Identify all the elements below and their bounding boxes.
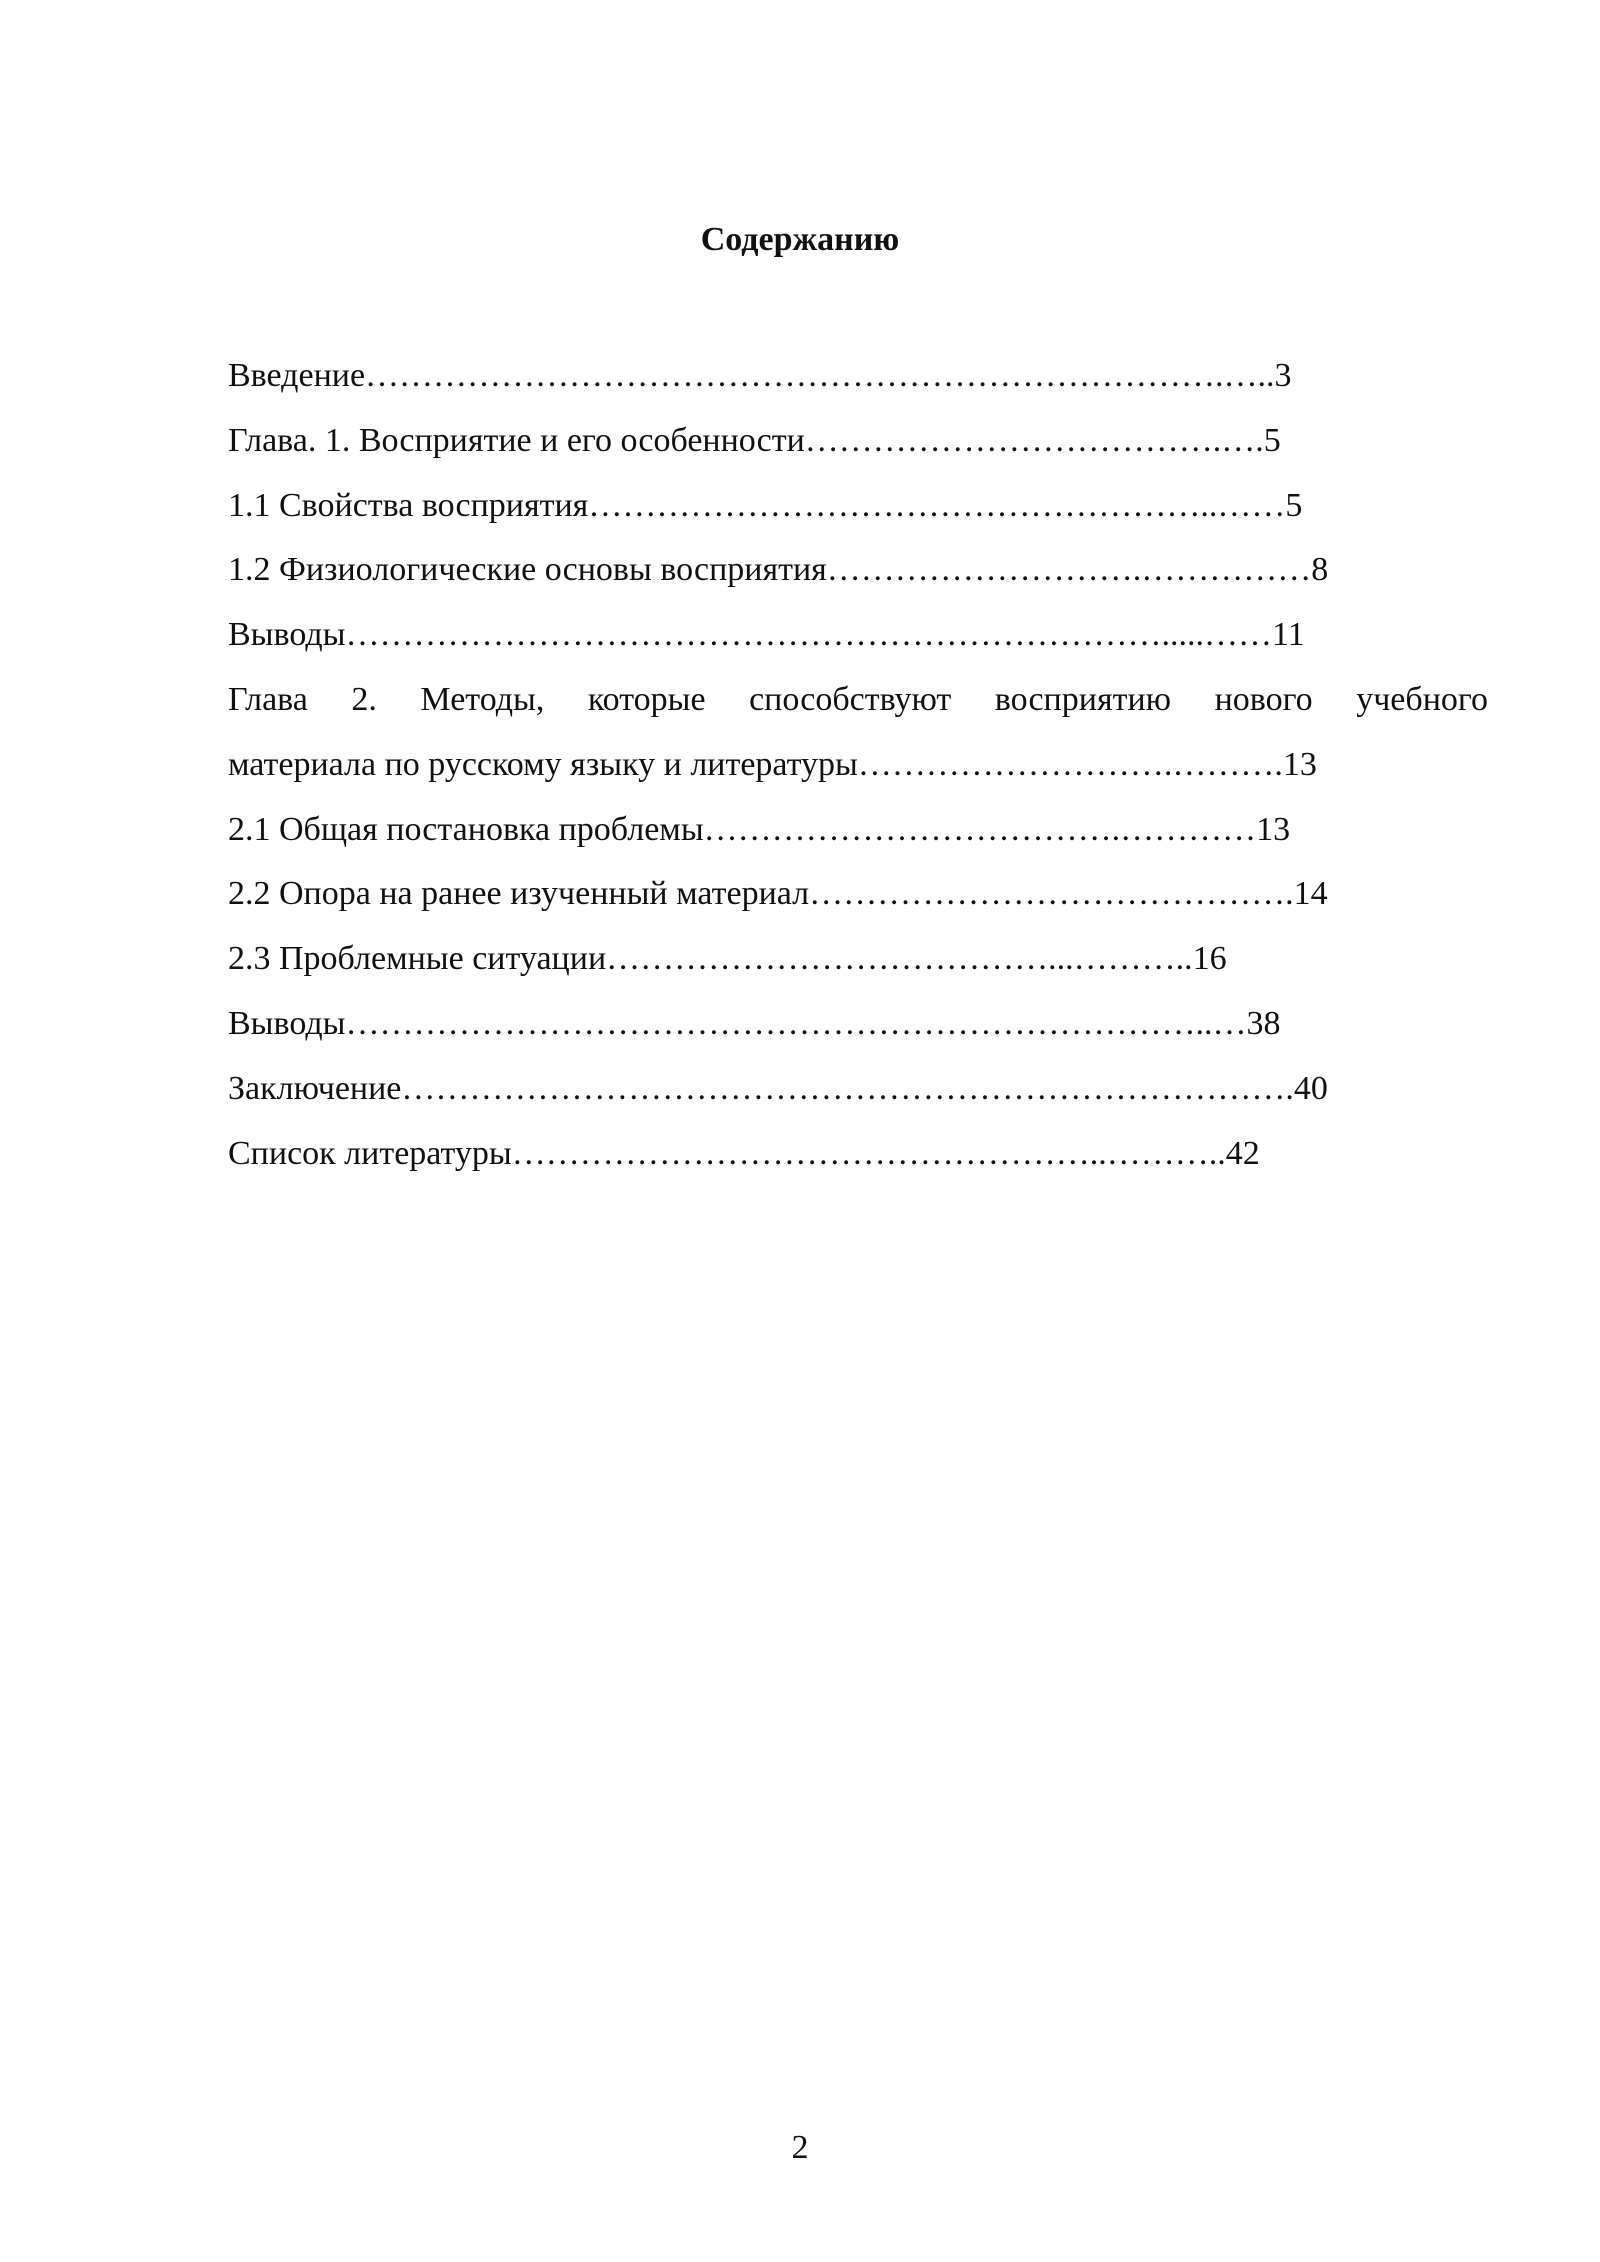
- page-number: 2: [791, 2129, 809, 2166]
- toc-entry-chapter-2-line-1: Глава 2. Методы, которые способствуют восприятию нового учебного: [228, 680, 1488, 718]
- toc-entry-section-2-2: 2.2 Опора на ранее изученный материал…………………………………….14: [228, 875, 1328, 913]
- toc-entry-section-2-3: 2.3 Проблемные ситуации…………………………………...………..16: [228, 940, 1227, 978]
- page-title: Содержанию: [700, 221, 900, 258]
- toc-entry-introduction: Введение………………………………………………………………….…..3: [228, 357, 1292, 394]
- toc-entry-section-1-1: 1.1 Свойства восприятия………………………………………………..……5: [228, 486, 1303, 524]
- toc-entry-conclusion: Заключение…………………………………………………………………….40: [228, 1069, 1328, 1107]
- toc-entry-chapter-1: Глава. 1. Восприятие и его особенности……………………………….….5: [228, 421, 1281, 459]
- toc-entry-section-2-1: 2.1 Общая постановка проблемы……………………………….…………13: [228, 810, 1291, 848]
- toc-entry-section-1-2: 1.2 Физиологические основы восприятия……………………….……………8: [228, 551, 1329, 589]
- toc-entry-conclusions-1: Выводы……………………………………………………………….....……11: [228, 616, 1305, 654]
- toc-entry-chapter-2-line-2: материала по русскому языку и литературы……………………….……….13: [228, 745, 1317, 783]
- table-of-contents: [228, 344, 1488, 1186]
- toc-entry-conclusions-2: Выводы…………………………………………………………………..…38: [228, 1004, 1281, 1042]
- toc-entry-bibliography: Список литературы……………………………………………..………..42: [228, 1134, 1260, 1172]
